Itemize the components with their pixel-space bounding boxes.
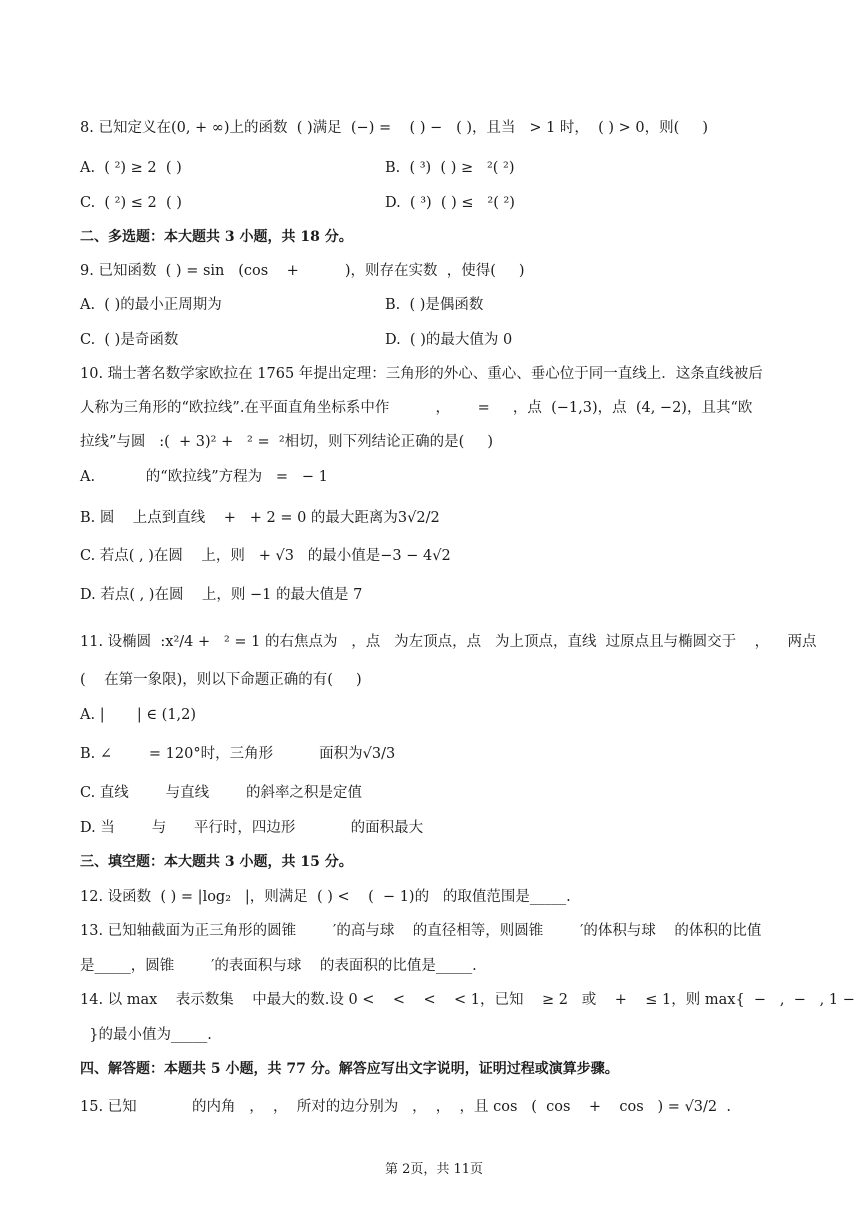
q10-option-d: D. 若点( , )在圆 上，则 −1 的最大值是 7 — [80, 587, 363, 603]
q8-option-c: C. ( ²) ≤ 2 ( ) — [80, 195, 182, 211]
q10-line-1: 10. 瑞士著名数学家欧拉在 1765 年提出定理：三角形的外心、重心、垂心位于同一直线上．这条直线被后 — [80, 366, 763, 382]
q10-option-c: C. 若点( , )在圆 上，则 + √3 的最小值是−3 − 4√2 — [80, 548, 451, 564]
q10-option-b: B. 圆 上点到直线 + + 2 = 0 的最大距离为3√2/2 — [80, 510, 440, 526]
section-heading-3: 三、填空题：本大题共 3 小题，共 15 分。 — [80, 854, 353, 870]
q10-option-a: A. 的“欧拉线”方程为 = − 1 — [80, 469, 328, 485]
q8-stem: 8. 已知定义在(0, + ∞)上的函数 ( )满足 (−) = ( ) − ( )，且当 > 1 时， ( ) > 0，则( ) — [80, 120, 709, 136]
q8-option-d: D. ( ³) ( ) ≤ ²( ²) — [385, 195, 515, 211]
q12-stem: 12. 设函数 ( ) = |log₂ |，则满足 ( ) < ( − 1)的 的取值范围是_____. — [80, 889, 571, 905]
q11-line-1: 11. 设椭圆 :x²/4 + ² = 1 的右焦点为 ，点 为左顶点，点 为上顶点，直线 过原点且与椭圆交于 ， 两点 — [80, 634, 817, 650]
q11-option-b: B. ∠ = 120°时，三角形 面积为√3/3 — [80, 746, 396, 762]
section-heading-2: 二、多选题：本大题共 3 小题，共 18 分。 — [80, 229, 353, 245]
q9-option-c: C. ( )是奇函数 — [80, 332, 179, 348]
q9-stem: 9. 已知函数 ( ) = sin (cos + )，则存在实数 ，使得( ) — [80, 263, 525, 279]
q15-stem: 15. 已知 的内角 ， ， 所对的边分别为 ， ， ，且 cos ( cos + cos ) = √3/2 . — [80, 1099, 731, 1115]
q9-option-b: B. ( )是偶函数 — [385, 297, 484, 313]
q9-option-a: A. ( )的最小正周期为 — [80, 297, 222, 313]
q11-option-d: D. 当 与 平行时，四边形 的面积最大 — [80, 820, 424, 836]
q11-option-a: A. | | ∈ (1,2) — [80, 707, 197, 723]
q10-line-3: 拉线”与圆 :( + 3)² + ² = ²相切，则下列结论正确的是( ) — [80, 434, 494, 450]
q14-line-2: }的最小值为_____. — [80, 1027, 212, 1043]
q8-option-a: A. ( ²) ≥ 2 ( ) — [80, 160, 182, 176]
q13-line-2: 是_____，圆锥 ′的表面积与球 的表面积的比值是_____. — [80, 958, 477, 974]
q13-line-1: 13. 已知轴截面为正三角形的圆锥 ′的高与球 的直径相等，则圆锥 ′的体积与球 的体积的比值 — [80, 923, 762, 939]
q14-line-1: 14. 以 max 表示数集 中最大的数.设 0 < < < < 1，已知 ≥ 2 或 + ≤ 1，则 max{ − , − , 1 − — [80, 992, 855, 1008]
q8-option-b: B. ( ³) ( ) ≥ ²( ²) — [385, 160, 515, 176]
section-heading-4: 四、解答题：本题共 5 小题，共 77 分。解答应写出文字说明，证明过程或演算步骤。 — [80, 1061, 619, 1077]
q11-option-c: C. 直线 与直线 的斜率之积是定值 — [80, 785, 363, 801]
page-footer: 第 2页，共 11页 — [384, 1162, 484, 1177]
q10-line-2: 人称为三角形的“欧拉线”.在平面直角坐标系中作 ， = ，点 (−1,3)，点 (4, −2)，且其“欧 — [80, 400, 753, 416]
q11-line-2: ( 在第一象限)，则以下命题正确的有( ) — [80, 672, 362, 688]
q9-option-d: D. ( )的最大值为 0 — [385, 332, 513, 348]
